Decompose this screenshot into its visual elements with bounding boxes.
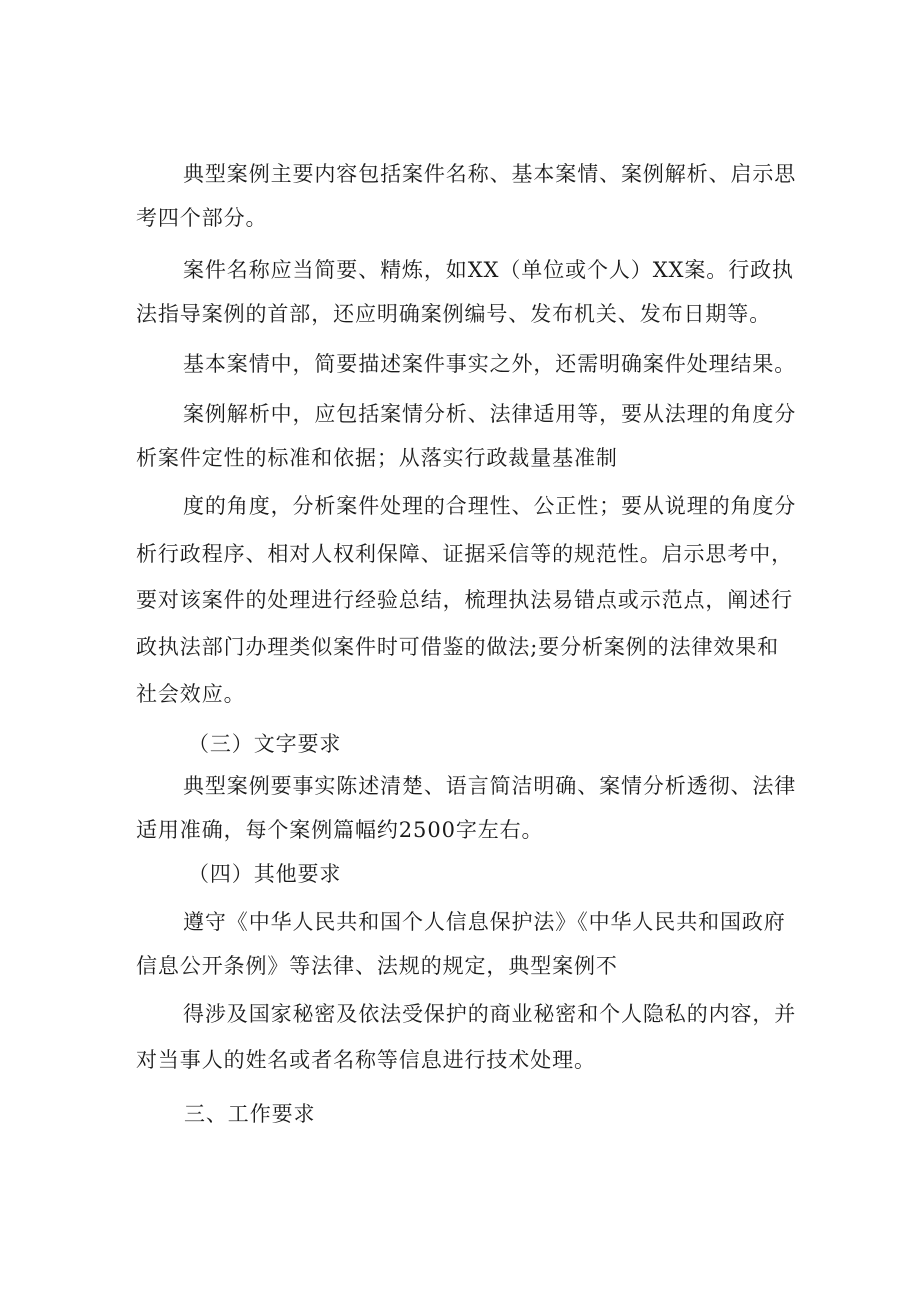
text-line: 政执法部门办理类似案件时可借鉴的做法;要分析案例的法律效果和 xyxy=(136,635,780,659)
text-line: 考四个部分。 xyxy=(136,206,268,230)
section-heading: （四）其他要求 xyxy=(188,862,342,886)
section-heading: 三、工作要求 xyxy=(184,1102,316,1126)
section-heading: （三）文字要求 xyxy=(188,732,342,756)
text-line: 要对该案件的处理进行经验总结，梳理执法易错点或示范点，阐述行 xyxy=(136,588,793,612)
text-line: 案例解析中，应包括案情分析、法律适用等，要从法理的角度分 xyxy=(183,402,797,426)
text-line: 得涉及国家秘密及依法受保护的商业秘密和个人隐私的内容，并 xyxy=(183,1002,797,1026)
text-line: 法指导案例的首部，还应明确案例编号、发布机关、发布日期等。 xyxy=(136,302,772,326)
text-line: 对当事人的姓名或者名称等信息进行技术处理。 xyxy=(136,1048,596,1072)
text-line: 析案件定性的标准和依据；从落实行政裁量基准制 xyxy=(136,446,618,470)
text-line: 案件名称应当简要、精炼，如XX（单位或个人）XX案。行政执 xyxy=(183,258,794,282)
text-line: 度的角度，分析案件处理的合理性、公正性；要从说理的角度分 xyxy=(183,494,797,518)
text-line: 基本案情中，简要描述案件事实之外，还需明确案件处理结果。 xyxy=(183,352,797,376)
text-line: 适用准确，每个案例篇幅约2500字左右。 xyxy=(136,818,544,842)
text-line: 信息公开条例》等法律、法规的规定，典型案例不 xyxy=(136,954,618,978)
text-line: 典型案例主要内容包括案件名称、基本案情、案例解析、启示思 xyxy=(183,162,797,186)
text-line: 遵守《中华人民共和国个人信息保护法》《中华人民共和国政府 xyxy=(183,910,786,934)
text-line: 析行政程序、相对人权利保障、证据采信等的规范性。启示思考中， xyxy=(136,542,793,566)
text-line: 社会效应。 xyxy=(136,682,246,706)
text-line: 典型案例要事实陈述清楚、语言简洁明确、案情分析透彻、法律 xyxy=(183,774,797,798)
